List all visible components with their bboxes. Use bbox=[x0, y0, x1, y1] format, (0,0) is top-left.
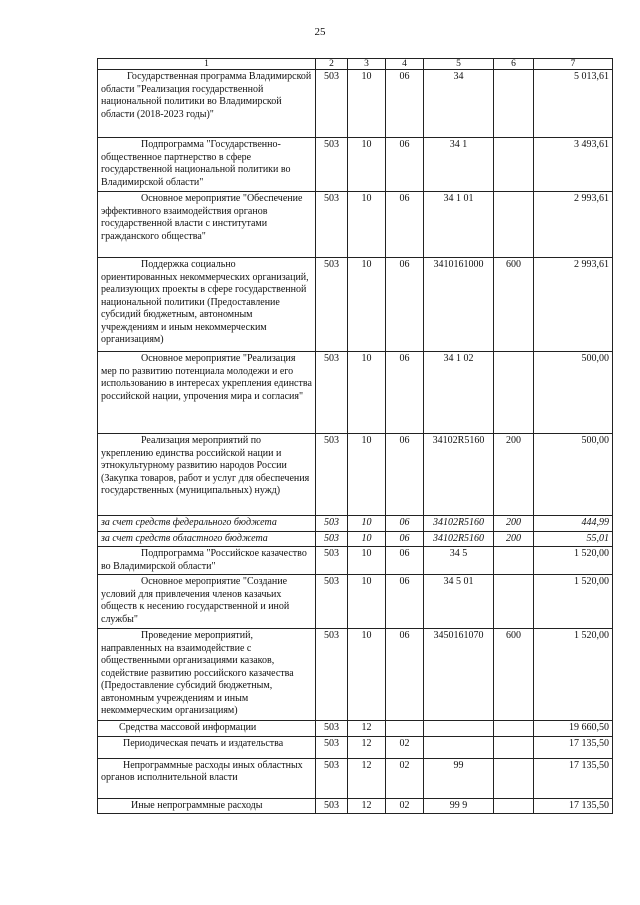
cell-subsection: 06 bbox=[386, 192, 424, 258]
cell-admin-code: 503 bbox=[316, 138, 348, 192]
cell-amount: 1 520,00 bbox=[534, 629, 613, 721]
cell-section: 10 bbox=[348, 192, 386, 258]
cell-expense-type: 200 bbox=[494, 531, 534, 547]
cell-section: 10 bbox=[348, 138, 386, 192]
cell-expense-type bbox=[494, 758, 534, 798]
cell-subsection: 06 bbox=[386, 575, 424, 629]
cell-target-article: 34 5 01 bbox=[424, 575, 494, 629]
cell-target-article: 3410161000 bbox=[424, 258, 494, 352]
cell-target-article: 34102R5160 bbox=[424, 434, 494, 516]
cell-subsection: 06 bbox=[386, 352, 424, 434]
table-row bbox=[98, 758, 613, 798]
cell-subsection: 06 bbox=[386, 434, 424, 516]
row-name: за счет средств федерального бюджета bbox=[98, 516, 316, 532]
row-name: за счет средств областного бюджета bbox=[98, 531, 316, 547]
cell-expense-type bbox=[494, 736, 534, 758]
table-row bbox=[98, 516, 613, 532]
cell-amount: 17 135,50 bbox=[534, 758, 613, 798]
cell-expense-type bbox=[494, 721, 534, 737]
row-name: Подпрограмма "Российское казачество во Владимирской области" bbox=[98, 547, 316, 575]
row-name: Основное мероприятие "Обеспечение эффективного взаимодействия органов государственной власти с институтами гражданского общества" bbox=[98, 192, 316, 258]
cell-admin-code: 503 bbox=[316, 70, 348, 138]
cell-section: 10 bbox=[348, 434, 386, 516]
cell-section: 12 bbox=[348, 736, 386, 758]
cell-amount: 2 993,61 bbox=[534, 258, 613, 352]
cell-subsection: 06 bbox=[386, 70, 424, 138]
cell-subsection: 06 bbox=[386, 531, 424, 547]
cell-amount: 500,00 bbox=[534, 352, 613, 434]
cell-target-article: 34 5 bbox=[424, 547, 494, 575]
cell-section: 10 bbox=[348, 516, 386, 532]
cell-subsection: 06 bbox=[386, 629, 424, 721]
cell-amount: 500,00 bbox=[534, 434, 613, 516]
cell-amount: 17 135,50 bbox=[534, 798, 613, 814]
column-header: 6 bbox=[494, 59, 534, 70]
cell-subsection: 06 bbox=[386, 138, 424, 192]
table-row bbox=[98, 70, 613, 138]
table-row bbox=[98, 352, 613, 434]
cell-subsection: 02 bbox=[386, 798, 424, 814]
cell-amount: 1 520,00 bbox=[534, 547, 613, 575]
cell-section: 12 bbox=[348, 798, 386, 814]
cell-expense-type bbox=[494, 192, 534, 258]
cell-section: 10 bbox=[348, 575, 386, 629]
cell-target-article: 34 1 02 bbox=[424, 352, 494, 434]
cell-expense-type: 200 bbox=[494, 516, 534, 532]
row-name: Реализация мероприятий по укреплению единства российской нации и этнокультурному развитию народов России (Закупка товаров, работ и услуг для обеспечения государственных (муниципальных) нужд) bbox=[98, 434, 316, 516]
cell-expense-type bbox=[494, 70, 534, 138]
cell-expense-type bbox=[494, 547, 534, 575]
cell-admin-code: 503 bbox=[316, 736, 348, 758]
table-row bbox=[98, 798, 613, 814]
cell-target-article bbox=[424, 721, 494, 737]
table-row bbox=[98, 138, 613, 192]
cell-amount: 17 135,50 bbox=[534, 736, 613, 758]
cell-target-article bbox=[424, 736, 494, 758]
cell-target-article: 34 bbox=[424, 70, 494, 138]
cell-section: 10 bbox=[348, 629, 386, 721]
cell-amount: 19 660,50 bbox=[534, 721, 613, 737]
cell-expense-type bbox=[494, 138, 534, 192]
cell-subsection: 06 bbox=[386, 258, 424, 352]
table-row bbox=[98, 258, 613, 352]
column-header: 7 bbox=[534, 59, 613, 70]
cell-subsection: 02 bbox=[386, 736, 424, 758]
row-name: Основное мероприятие "Создание условий для привлечения членов казачьих обществ к несению государственной и иной службы" bbox=[98, 575, 316, 629]
cell-section: 10 bbox=[348, 258, 386, 352]
cell-admin-code: 503 bbox=[316, 352, 348, 434]
cell-target-article: 34102R5160 bbox=[424, 531, 494, 547]
row-name: Основное мероприятие "Реализация мер по развитию потенциала молодежи и его использованию в интересах укрепления единства российской нации, упрочения мира и согласия" bbox=[98, 352, 316, 434]
cell-target-article: 34 1 01 bbox=[424, 192, 494, 258]
cell-expense-type bbox=[494, 575, 534, 629]
cell-target-article: 3450161070 bbox=[424, 629, 494, 721]
table-header-row bbox=[98, 59, 613, 70]
cell-target-article: 34102R5160 bbox=[424, 516, 494, 532]
table-row bbox=[98, 531, 613, 547]
row-name: Государственная программа Владимирской области "Реализация государственной национальной политики во Владимирской области (2018-2023 годы)" bbox=[98, 70, 316, 138]
cell-admin-code: 503 bbox=[316, 547, 348, 575]
cell-amount: 3 493,61 bbox=[534, 138, 613, 192]
cell-subsection bbox=[386, 721, 424, 737]
column-header: 3 bbox=[348, 59, 386, 70]
cell-section: 12 bbox=[348, 758, 386, 798]
table-row bbox=[98, 575, 613, 629]
row-name: Средства массовой информации bbox=[98, 721, 316, 737]
cell-section: 10 bbox=[348, 70, 386, 138]
cell-expense-type bbox=[494, 798, 534, 814]
cell-amount: 55,01 bbox=[534, 531, 613, 547]
cell-subsection: 02 bbox=[386, 758, 424, 798]
budget-table bbox=[97, 58, 613, 814]
table-row bbox=[98, 434, 613, 516]
cell-admin-code: 503 bbox=[316, 798, 348, 814]
cell-expense-type: 200 bbox=[494, 434, 534, 516]
cell-admin-code: 503 bbox=[316, 758, 348, 798]
column-header: 1 bbox=[98, 59, 316, 70]
cell-subsection: 06 bbox=[386, 516, 424, 532]
cell-admin-code: 503 bbox=[316, 629, 348, 721]
table-row bbox=[98, 547, 613, 575]
table-row bbox=[98, 629, 613, 721]
cell-subsection: 06 bbox=[386, 547, 424, 575]
row-name: Подпрограмма "Государственно-общественное партнерство в сфере государственной национальной политики во Владимирской области" bbox=[98, 138, 316, 192]
cell-expense-type bbox=[494, 352, 534, 434]
cell-section: 10 bbox=[348, 352, 386, 434]
cell-target-article: 99 bbox=[424, 758, 494, 798]
cell-admin-code: 503 bbox=[316, 258, 348, 352]
table-row bbox=[98, 721, 613, 737]
cell-admin-code: 503 bbox=[316, 575, 348, 629]
cell-amount: 2 993,61 bbox=[534, 192, 613, 258]
cell-admin-code: 503 bbox=[316, 434, 348, 516]
row-name: Поддержка социально ориентированных некоммерческих организаций, реализующих проекты в сфере государственной национальной политики (Предоставление субсидий бюджетным, автономным учреждениям и иным некоммерческим организациям) bbox=[98, 258, 316, 352]
cell-admin-code: 503 bbox=[316, 721, 348, 737]
column-header: 4 bbox=[386, 59, 424, 70]
cell-admin-code: 503 bbox=[316, 516, 348, 532]
row-name: Периодическая печать и издательства bbox=[98, 736, 316, 758]
page-number: 25 bbox=[314, 26, 326, 38]
row-name: Непрограммные расходы иных областных органов исполнительной власти bbox=[98, 758, 316, 798]
cell-amount: 1 520,00 bbox=[534, 575, 613, 629]
column-header: 5 bbox=[424, 59, 494, 70]
cell-admin-code: 503 bbox=[316, 192, 348, 258]
row-name: Проведение мероприятий, направленных на взаимодействие с общественными организациями казаков, содействие развитию российского казачества (Предоставление субсидий бюджетным, автономным учреждениям и иным некоммерческим организациям) bbox=[98, 629, 316, 721]
cell-expense-type: 600 bbox=[494, 258, 534, 352]
cell-expense-type: 600 bbox=[494, 629, 534, 721]
column-header: 2 bbox=[316, 59, 348, 70]
row-name: Иные непрограммные расходы bbox=[98, 798, 316, 814]
cell-target-article: 34 1 bbox=[424, 138, 494, 192]
table-row bbox=[98, 736, 613, 758]
table-row bbox=[98, 192, 613, 258]
cell-admin-code: 503 bbox=[316, 531, 348, 547]
cell-section: 12 bbox=[348, 721, 386, 737]
cell-section: 10 bbox=[348, 531, 386, 547]
cell-section: 10 bbox=[348, 547, 386, 575]
cell-amount: 444,99 bbox=[534, 516, 613, 532]
cell-target-article: 99 9 bbox=[424, 798, 494, 814]
cell-amount: 5 013,61 bbox=[534, 70, 613, 138]
